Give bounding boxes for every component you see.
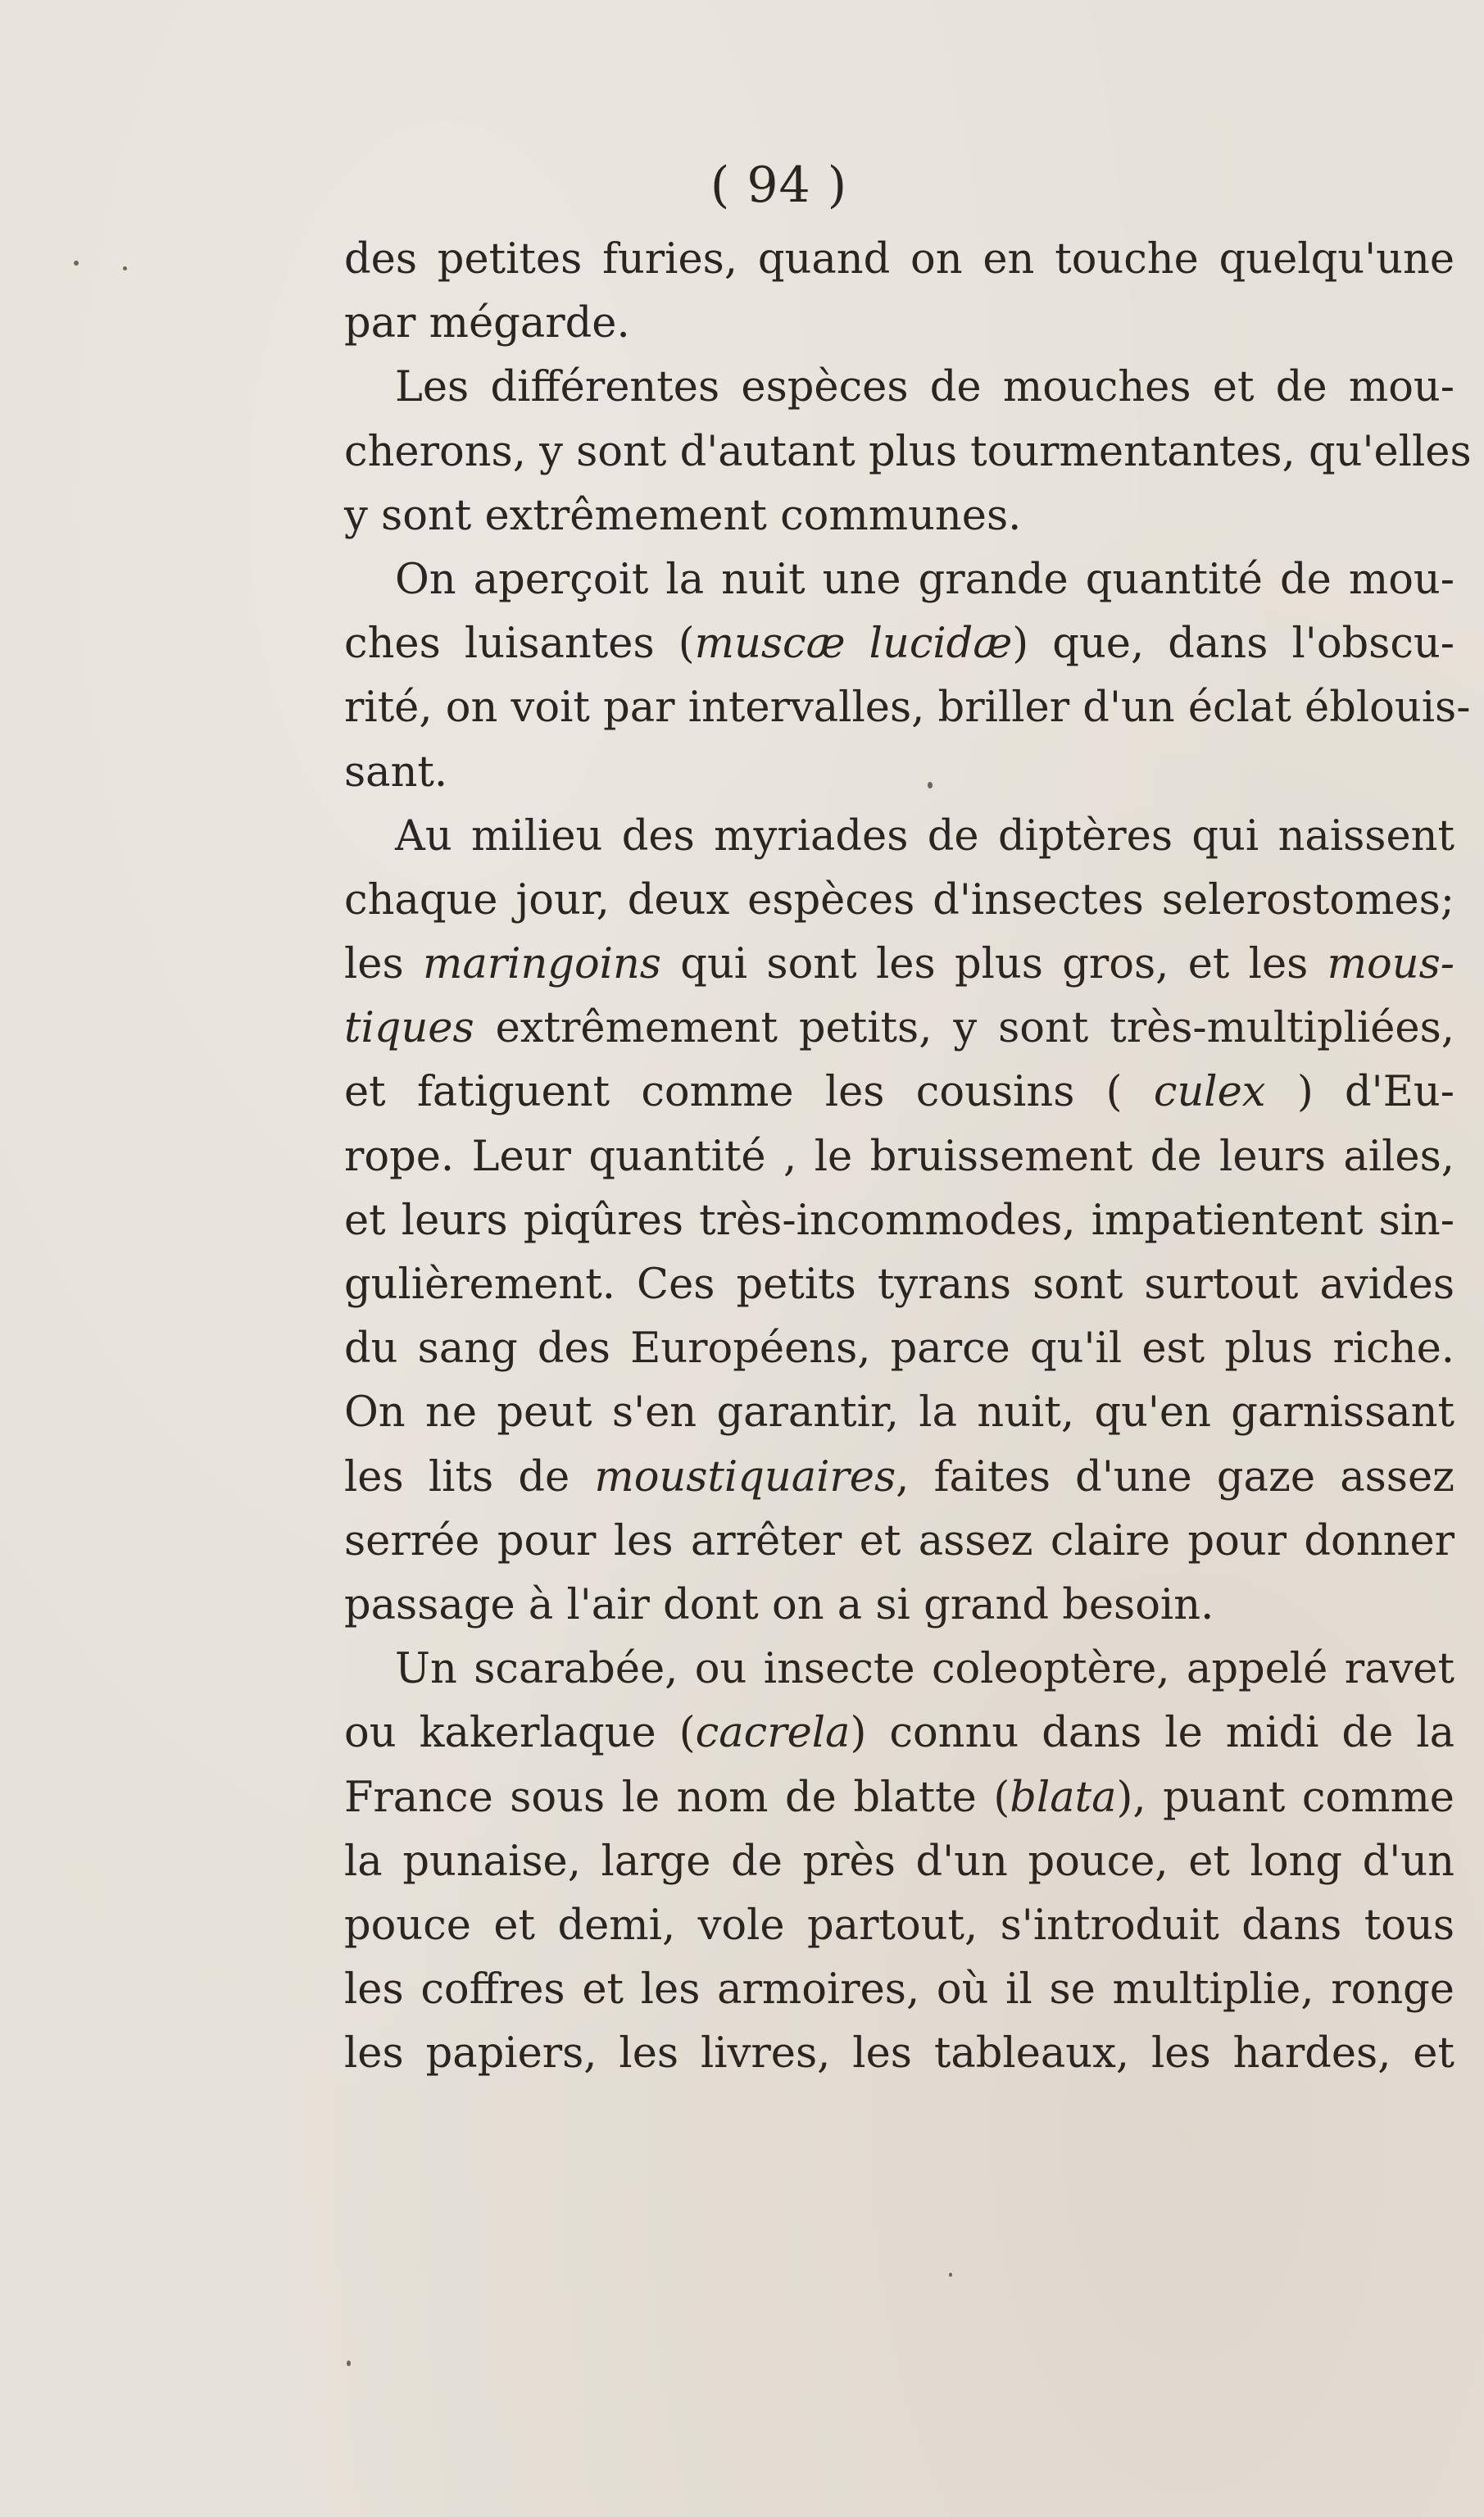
text-run: les papiers, les livres, les tableaux, les hardes, et xyxy=(344,2029,1455,2079)
text-line xyxy=(344,1701,1455,1765)
text-run: la punaise, large de près d'un pouce, et long d'un xyxy=(344,1837,1455,1886)
text-run: ), puant comme xyxy=(1116,1773,1455,1822)
text-run: rope. Leur quantité , le bruissement de leurs ailes, xyxy=(344,1132,1455,1181)
text-run: On aperçoit la nuit une grande quantité de mou- xyxy=(395,555,1455,604)
text-run: et leurs piqûres très-incommodes, impatientent sin- xyxy=(344,1196,1455,1245)
text-line xyxy=(344,548,1455,612)
text-line xyxy=(344,676,1471,740)
text-line xyxy=(344,484,1455,548)
text-run: ) connu dans le midi de la xyxy=(850,1709,1455,1758)
text-line xyxy=(344,869,1455,933)
text-run: ) que, dans l'obscu- xyxy=(1012,620,1455,669)
text-line xyxy=(344,1381,1455,1445)
text-run: France sous le nom de blatte ( xyxy=(344,1773,1010,1822)
ink-speck xyxy=(347,2360,351,2366)
body-text xyxy=(344,228,1472,2086)
text-run: par mégarde. xyxy=(344,299,630,348)
italic-term: muscæ lucidæ xyxy=(694,620,1013,669)
text-line xyxy=(344,228,1455,292)
text-run: On ne peut s'en garantir, la nuit, qu'en garnissant xyxy=(344,1388,1455,1438)
text-run: passage à l'air dont on a si grand besoin. xyxy=(344,1580,1214,1629)
italic-term: cacrela xyxy=(695,1709,851,1758)
ink-speck xyxy=(74,261,79,266)
text-line xyxy=(344,1125,1455,1189)
ink-speck xyxy=(949,2273,952,2277)
italic-term: blata xyxy=(1010,1773,1117,1822)
text-run: , faites d'une gaze assez xyxy=(896,1452,1455,1502)
text-line xyxy=(344,1574,1455,1638)
text-line xyxy=(344,292,1455,356)
text-run: les lits de xyxy=(344,1452,595,1502)
text-line xyxy=(344,1317,1455,1381)
text-line xyxy=(344,1446,1455,1510)
text-run: qui sont les plus gros, et les xyxy=(660,940,1327,989)
text-line xyxy=(344,1253,1455,1317)
text-run: ches luisantes ( xyxy=(344,620,695,669)
page-number: ( 94 ) xyxy=(710,157,848,214)
text-run: pouce et demi, vole partout, s'introduit dans tous xyxy=(344,1901,1455,1950)
text-line xyxy=(344,1510,1455,1574)
text-line xyxy=(344,612,1455,676)
text-run: cherons, y sont d'autant plus tourmentantes, qu'elles xyxy=(344,427,1472,476)
text-line xyxy=(344,741,1455,805)
ink-speck xyxy=(928,782,933,788)
ink-speck xyxy=(123,266,127,270)
text-run: y sont extrêmement communes. xyxy=(344,491,1022,540)
italic-term: maringoins xyxy=(423,940,661,989)
text-run: gulièrement. Ces petits tyrans sont surtout avides xyxy=(344,1261,1455,1309)
text-run: extrêmement petits, y sont très-multipliées, xyxy=(474,1004,1455,1053)
text-run: ou kakerlaque ( xyxy=(344,1709,696,1758)
text-run: du sang des Européens, parce qu'il est plus riche. xyxy=(344,1324,1455,1374)
text-line xyxy=(344,420,1472,484)
text-line xyxy=(344,1189,1455,1253)
text-line xyxy=(344,1061,1455,1124)
text-run: Au milieu des myriades de diptères qui naissent xyxy=(395,811,1455,861)
text-run: rité, on voit par intervalles, briller d'un éclat éblouis- xyxy=(344,684,1471,733)
text-line xyxy=(344,1958,1455,2022)
text-run: les xyxy=(344,940,423,989)
text-run: sant. xyxy=(344,747,448,797)
text-line xyxy=(344,1766,1455,1830)
text-run: les coffres et les armoires, où il se multiplie, ronge xyxy=(344,1965,1455,2015)
text-line xyxy=(344,1894,1455,1958)
text-run: chaque jour, deux espèces d'insectes selerostomes; xyxy=(344,875,1455,925)
text-line xyxy=(344,1638,1455,1701)
italic-term: culex xyxy=(1153,1068,1266,1117)
text-line xyxy=(344,1830,1455,1894)
italic-term: tiques xyxy=(344,1004,474,1053)
italic-term: moustiquaires xyxy=(594,1452,896,1502)
text-line xyxy=(344,933,1455,997)
text-run: ) d'Eu- xyxy=(1265,1068,1455,1117)
text-line xyxy=(344,805,1455,869)
italic-term: mous- xyxy=(1327,940,1455,989)
text-line xyxy=(344,356,1455,420)
text-run: Les différentes espèces de mouches et de mou- xyxy=(395,363,1455,412)
text-run: et fatiguent comme les cousins ( xyxy=(344,1068,1154,1117)
text-line xyxy=(344,2022,1455,2086)
text-line xyxy=(344,997,1455,1061)
text-run: serrée pour les arrêter et assez claire pour donner xyxy=(344,1516,1455,1565)
text-run: des petites furies, quand on en touche quelqu'une xyxy=(344,235,1455,284)
text-run: Un scarabée, ou insecte coleoptère, appelé ravet xyxy=(395,1645,1455,1694)
